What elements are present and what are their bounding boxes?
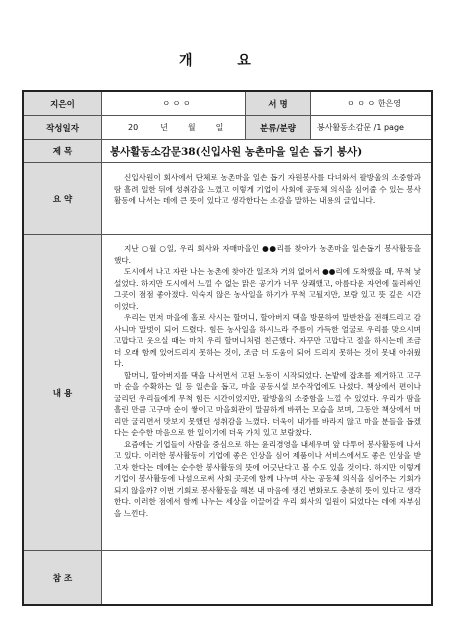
content-paragraph: 도시에서 나고 자란 나는 농촌에 찾아간 일조차 거의 없어서 ●●리에 도착했을 때, 무척 낯설었다. 하지만 도시에서 느낄 수 없는 맑은 공기가 너무 상쾌했고, 아름다운 자연에 둘러싸인 그곳이 점점 좋아졌다. 익숙지 않은 농사일을 하기가 무척 고될지만, 보람 있고 뜻 깊은 시간이었다. bbox=[114, 267, 421, 311]
content-label: 내 용 bbox=[24, 235, 102, 550]
author-label: 지은이 bbox=[24, 92, 102, 115]
author-row bbox=[24, 92, 431, 116]
content-paragraph: 요즘에는 기업들이 사람을 중심으로 하는 윤리경영을 내세우며 앞 다투어 봉사활동에 나서고 있다. 이러한 봉사활동이 기업에 좋은 인상을 심어 제품이나 서비스에서도 좋은 인상을 받고자 한다는 데에는 순수한 봉사활동의 뜻에 어긋난다고 볼 수도 있을 것이다. 하지만 이렇게 기업이 봉사활동에 나섬으로써 사회 곳곳에 함께 나누며 사는 공동체 의식을 심어주는 기회가 되지 않을까? 이번 기회로 봉사활동을 해본 내 마음에 생긴 변화로도 충분히 뜻이 있다고 생각한다. 이러한 점에서 함께 나누는 세상을 이끌어갈 우리 회사의 일원이 되었다는 데에 자부심을 느낀다. bbox=[114, 439, 421, 518]
summary-label: 요 약 bbox=[24, 163, 102, 234]
date-year-unit: 년 bbox=[160, 123, 168, 132]
signature-label: 서 명 bbox=[245, 92, 311, 115]
subject-row bbox=[24, 140, 431, 163]
signature-value: ㅇ ㅇ ㅇ 한은영 bbox=[347, 99, 401, 108]
subject-value: 봉사활동소감문38(신입사원 농촌마을 일손 돕기 봉사) bbox=[110, 145, 363, 158]
summary-cell bbox=[102, 163, 431, 234]
date-row bbox=[24, 116, 431, 140]
content-paragraph: 할머니, 할아버지를 댁을 나서면서 고된 노동이 시작되었다. 논밭에 잡초를 제거하고 고구마 순을 수확하는 일 등 일손을 돕고, 마을 공동시설 보수작업에도 나섰다. 책상에서 편이나 굴리던 우리들에게 무척 힘든 시간이었지만, 팔방울의 소중함을 느낄 수 있었다. 우리가 땀을 흘린 만큼 고구마 순이 쌓이고 마을회관이 말끔하게 바뀌는 모습을 보며, 그동안 책상에서 머리만 굴리면서 맛보지 못했던 성취감을 느꼈다. 더욱이 내가를 바라지 않고 마을 분들을 돕겠다는 순수한 마음으로 한 일이기에 더욱 가치 있고 보람찼다. bbox=[114, 370, 421, 437]
date-day-unit: 일 bbox=[215, 123, 224, 132]
summary-row bbox=[24, 163, 431, 235]
content-row bbox=[24, 235, 431, 551]
category-value: 봉사활동소감문 /1 page bbox=[317, 123, 404, 132]
content-cell bbox=[102, 235, 431, 550]
subject-label: 제 목 bbox=[24, 140, 102, 162]
summary-text: 신입사원이 회사에서 단체로 농촌마을 일손 돕기 자원봉사를 다녀와서 팔방울의 소중함과 땀 흘려 일한 뒤에 성취감을 느꼈고 이렇게 기업이 사회에 공동체 의식을 심어줄 수 있는 봉사활동에 나서는 데에 큰 뜻이 있다고 생각한다는 소감을 말하는 내용의 글입니다. bbox=[114, 173, 421, 205]
content-paragraph: 우리는 먼저 마을에 홀로 사시는 할머니, 할아버지 댁을 방문하여 말반찬을 전해드리고 감사니마 말벗이 되어 드렸다. 힘든 농사일을 하시느라 주름이 가득한 얼굴로 우리를 맞으시며 고맙다고 웃으실 때는 마치 우리 할머니처럼 친근했다. 자꾸만 고맙다고 절을 하시는데 조금 더 오래 함께 있어드리지 못하는 것이, 조금 더 도움이 되어 드리지 못하는 것이 못내 아쉬웠다. bbox=[114, 313, 421, 368]
date-year: 20 bbox=[128, 123, 139, 132]
reference-label: 참 조 bbox=[24, 551, 102, 604]
page-title: 개 요 bbox=[179, 53, 271, 69]
category-label: 분류/분량 bbox=[245, 116, 311, 139]
date-value bbox=[102, 116, 245, 139]
document-form bbox=[22, 90, 433, 606]
content-paragraph: 지난 ○월 ○일, 우리 회사와 자매마을인 ●●리를 찾아가 농촌마을 일손돕기 봉사활동을 했다. bbox=[114, 244, 421, 265]
date-label: 작성일자 bbox=[24, 116, 102, 139]
date-month-unit: 월 bbox=[187, 123, 196, 132]
reference-value bbox=[102, 551, 431, 604]
author-value: ㅇ ㅇ ㅇ bbox=[162, 99, 191, 108]
reference-row bbox=[24, 551, 431, 604]
